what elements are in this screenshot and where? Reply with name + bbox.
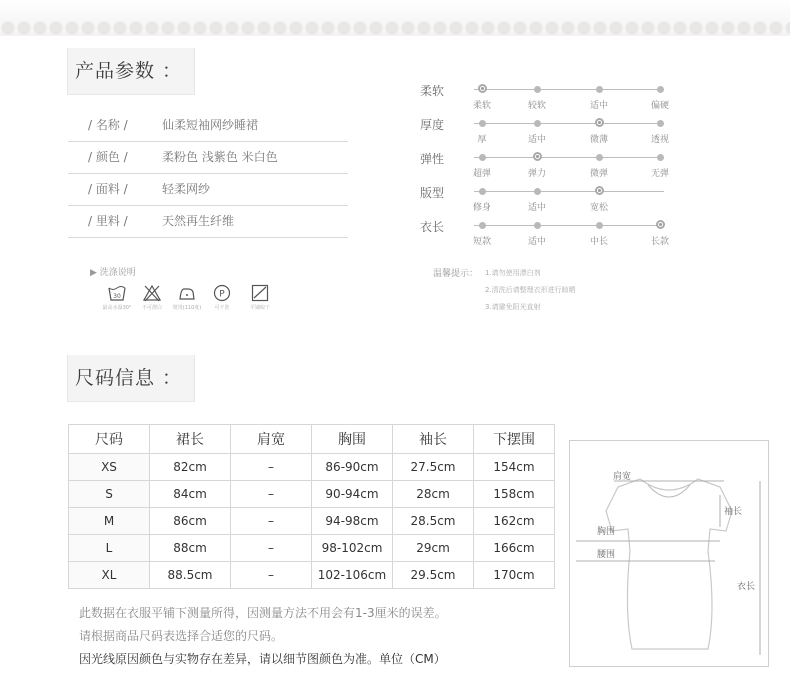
scale-option: 偏硬 bbox=[650, 101, 670, 111]
table-row bbox=[69, 481, 555, 508]
wash-caption: 不可漂白 bbox=[141, 305, 163, 311]
svg-text:30: 30 bbox=[113, 293, 121, 300]
wash-caption: 可干洗 bbox=[214, 305, 230, 311]
lace-border bbox=[0, 0, 790, 36]
attribute-name: 版型 bbox=[420, 186, 445, 200]
scale-track bbox=[474, 89, 664, 90]
scale-option: 较软 bbox=[527, 101, 547, 111]
scale-option: 适中 bbox=[589, 101, 609, 111]
scale-option: 适中 bbox=[527, 203, 547, 213]
diagram-label-chest: 胸围 bbox=[597, 527, 616, 537]
wash-caption: 平铺晾干 bbox=[249, 305, 271, 311]
tip-2: 2.清洗后请整理衣形进行晾晒 bbox=[485, 286, 576, 294]
size-header-cell: 尺码 bbox=[69, 425, 150, 454]
scale-dot-selected bbox=[478, 84, 487, 93]
no-bleach-icon bbox=[143, 284, 161, 302]
attribute-scale bbox=[420, 84, 680, 118]
iron-low-icon bbox=[178, 284, 196, 302]
diagram-label-length: 衣长 bbox=[737, 582, 756, 592]
scale-track bbox=[474, 123, 664, 124]
washing-title: ▶ 洗涤说明 bbox=[90, 268, 136, 278]
scale-option: 微薄 bbox=[589, 135, 609, 145]
scale-dot bbox=[479, 188, 486, 195]
scale-option: 透视 bbox=[650, 135, 670, 145]
scale-option: 柔软 bbox=[472, 101, 492, 111]
size-table bbox=[68, 424, 555, 589]
scale-dot-selected bbox=[533, 152, 542, 161]
size-cell: – bbox=[231, 454, 312, 481]
size-header-cell: 裙长 bbox=[150, 425, 231, 454]
size-cell: – bbox=[231, 562, 312, 589]
size-header-cell: 胸围 bbox=[312, 425, 393, 454]
scale-option: 适中 bbox=[527, 237, 547, 247]
scale-option: 微弹 bbox=[589, 169, 609, 179]
scale-dot bbox=[596, 222, 603, 229]
title-underline bbox=[67, 94, 195, 95]
svg-text:P: P bbox=[219, 289, 225, 300]
table-row bbox=[69, 562, 555, 589]
attribute-scale bbox=[420, 186, 680, 220]
scale-dot bbox=[534, 86, 541, 93]
scale-dot-selected bbox=[656, 220, 665, 229]
size-cell: 88.5cm bbox=[150, 562, 231, 589]
size-cell: M bbox=[69, 508, 150, 535]
product-section-title: 产品参数 ： bbox=[67, 48, 195, 94]
scale-option: 宽松 bbox=[589, 203, 609, 213]
size-cell: – bbox=[231, 481, 312, 508]
diagram-label-waist: 腰围 bbox=[597, 550, 616, 560]
attribute-name: 厚度 bbox=[420, 118, 445, 132]
param-value: 轻柔网纱 bbox=[162, 182, 211, 196]
scale-dot bbox=[479, 120, 486, 127]
scale-option: 长款 bbox=[650, 237, 670, 247]
dry-clean-p-icon bbox=[213, 284, 231, 302]
scale-track bbox=[474, 157, 664, 158]
size-cell: XS bbox=[69, 454, 150, 481]
attribute-name: 衣长 bbox=[420, 220, 445, 234]
param-label: / 面料 / bbox=[88, 182, 128, 196]
param-value: 仙柔短袖网纱睡裙 bbox=[162, 118, 259, 132]
size-cell: 86-90cm bbox=[312, 454, 393, 481]
param-value: 柔粉色 浅紫色 米白色 bbox=[162, 150, 278, 164]
size-cell: S bbox=[69, 481, 150, 508]
scale-dot bbox=[534, 222, 541, 229]
size-cell: 170cm bbox=[474, 562, 555, 589]
size-cell: 86cm bbox=[150, 508, 231, 535]
param-row bbox=[68, 110, 348, 142]
attribute-scale bbox=[420, 118, 680, 152]
table-row bbox=[69, 508, 555, 535]
scale-dot bbox=[534, 188, 541, 195]
scale-option: 中长 bbox=[589, 237, 609, 247]
param-row bbox=[68, 206, 348, 238]
diagram-label-shoulder: 肩宽 bbox=[613, 472, 632, 482]
size-cell: 94-98cm bbox=[312, 508, 393, 535]
size-cell: 166cm bbox=[474, 535, 555, 562]
size-header-cell: 肩宽 bbox=[231, 425, 312, 454]
attribute-scale bbox=[420, 152, 680, 186]
size-cell: 158cm bbox=[474, 481, 555, 508]
size-cell: 98-102cm bbox=[312, 535, 393, 562]
scale-option: 无弹 bbox=[650, 169, 670, 179]
size-cell: 90-94cm bbox=[312, 481, 393, 508]
size-cell: – bbox=[231, 535, 312, 562]
tips-head: 温馨提示： bbox=[433, 269, 479, 279]
param-label: / 名称 / bbox=[88, 118, 128, 132]
size-cell: 102-106cm bbox=[312, 562, 393, 589]
tip-3: 3.请避免阳光直射 bbox=[485, 303, 541, 311]
size-cell: 29.5cm bbox=[393, 562, 474, 589]
param-row bbox=[68, 174, 348, 206]
param-row bbox=[68, 142, 348, 174]
size-header-row bbox=[69, 425, 555, 454]
scale-option: 厚 bbox=[477, 135, 487, 145]
param-divider bbox=[68, 237, 348, 238]
scale-dot bbox=[657, 120, 664, 127]
scale-option: 超弹 bbox=[472, 169, 492, 179]
scale-dot bbox=[479, 222, 486, 229]
size-cell: 162cm bbox=[474, 508, 555, 535]
wash-30-icon bbox=[108, 284, 126, 302]
size-cell: 27.5cm bbox=[393, 454, 474, 481]
size-cell: 88cm bbox=[150, 535, 231, 562]
attribute-name: 弹性 bbox=[420, 152, 445, 166]
table-row bbox=[69, 454, 555, 481]
param-label: / 颜色 / bbox=[88, 150, 128, 164]
scale-dot bbox=[596, 86, 603, 93]
attribute-scale bbox=[420, 220, 680, 254]
line-dry-icon bbox=[251, 284, 269, 302]
size-header-cell: 下摆围 bbox=[474, 425, 555, 454]
scale-dot-selected bbox=[595, 186, 604, 195]
size-cell: 28.5cm bbox=[393, 508, 474, 535]
scale-dot bbox=[657, 154, 664, 161]
scale-option: 修身 bbox=[472, 203, 492, 213]
diagram-label-sleeve: 袖长 bbox=[724, 507, 743, 517]
size-section-title: 尺码信息 ： bbox=[67, 355, 195, 401]
size-note-3: 因光线原因颜色与实物存在差异，请以细节图颜色为准。单位（CM） bbox=[79, 652, 446, 666]
scale-option: 短款 bbox=[472, 237, 492, 247]
garment-diagram bbox=[569, 440, 769, 667]
size-cell: 154cm bbox=[474, 454, 555, 481]
scale-option: 弹力 bbox=[527, 169, 547, 179]
size-note-2: 请根据商品尺码表选择合适您的尺码。 bbox=[79, 629, 284, 643]
scale-dot bbox=[534, 120, 541, 127]
scale-track bbox=[474, 225, 664, 226]
attribute-name: 柔软 bbox=[420, 84, 445, 98]
size-cell: XL bbox=[69, 562, 150, 589]
wash-caption: 熨烫(110度) bbox=[172, 305, 202, 311]
size-cell: 82cm bbox=[150, 454, 231, 481]
param-label: / 里料 / bbox=[88, 214, 128, 228]
size-cell: 28cm bbox=[393, 481, 474, 508]
scale-dot bbox=[596, 154, 603, 161]
size-cell: L bbox=[69, 535, 150, 562]
size-cell: – bbox=[231, 508, 312, 535]
table-row bbox=[69, 535, 555, 562]
scale-track bbox=[474, 191, 664, 192]
tip-1: 1.请勿使用漂白剂 bbox=[485, 269, 541, 277]
size-cell: 84cm bbox=[150, 481, 231, 508]
size-note-1: 此数据在衣服平铺下测量所得，因测量方法不用会有1-3厘米的误差。 bbox=[79, 606, 447, 620]
scale-dot bbox=[479, 154, 486, 161]
param-value: 天然再生纤维 bbox=[162, 214, 235, 228]
size-cell: 29cm bbox=[393, 535, 474, 562]
scale-dot bbox=[657, 86, 664, 93]
title-underline bbox=[67, 401, 195, 402]
scale-option: 适中 bbox=[527, 135, 547, 145]
scale-dot-selected bbox=[595, 118, 604, 127]
wash-caption: 最高水温30° bbox=[102, 305, 132, 311]
size-header-cell: 袖长 bbox=[393, 425, 474, 454]
